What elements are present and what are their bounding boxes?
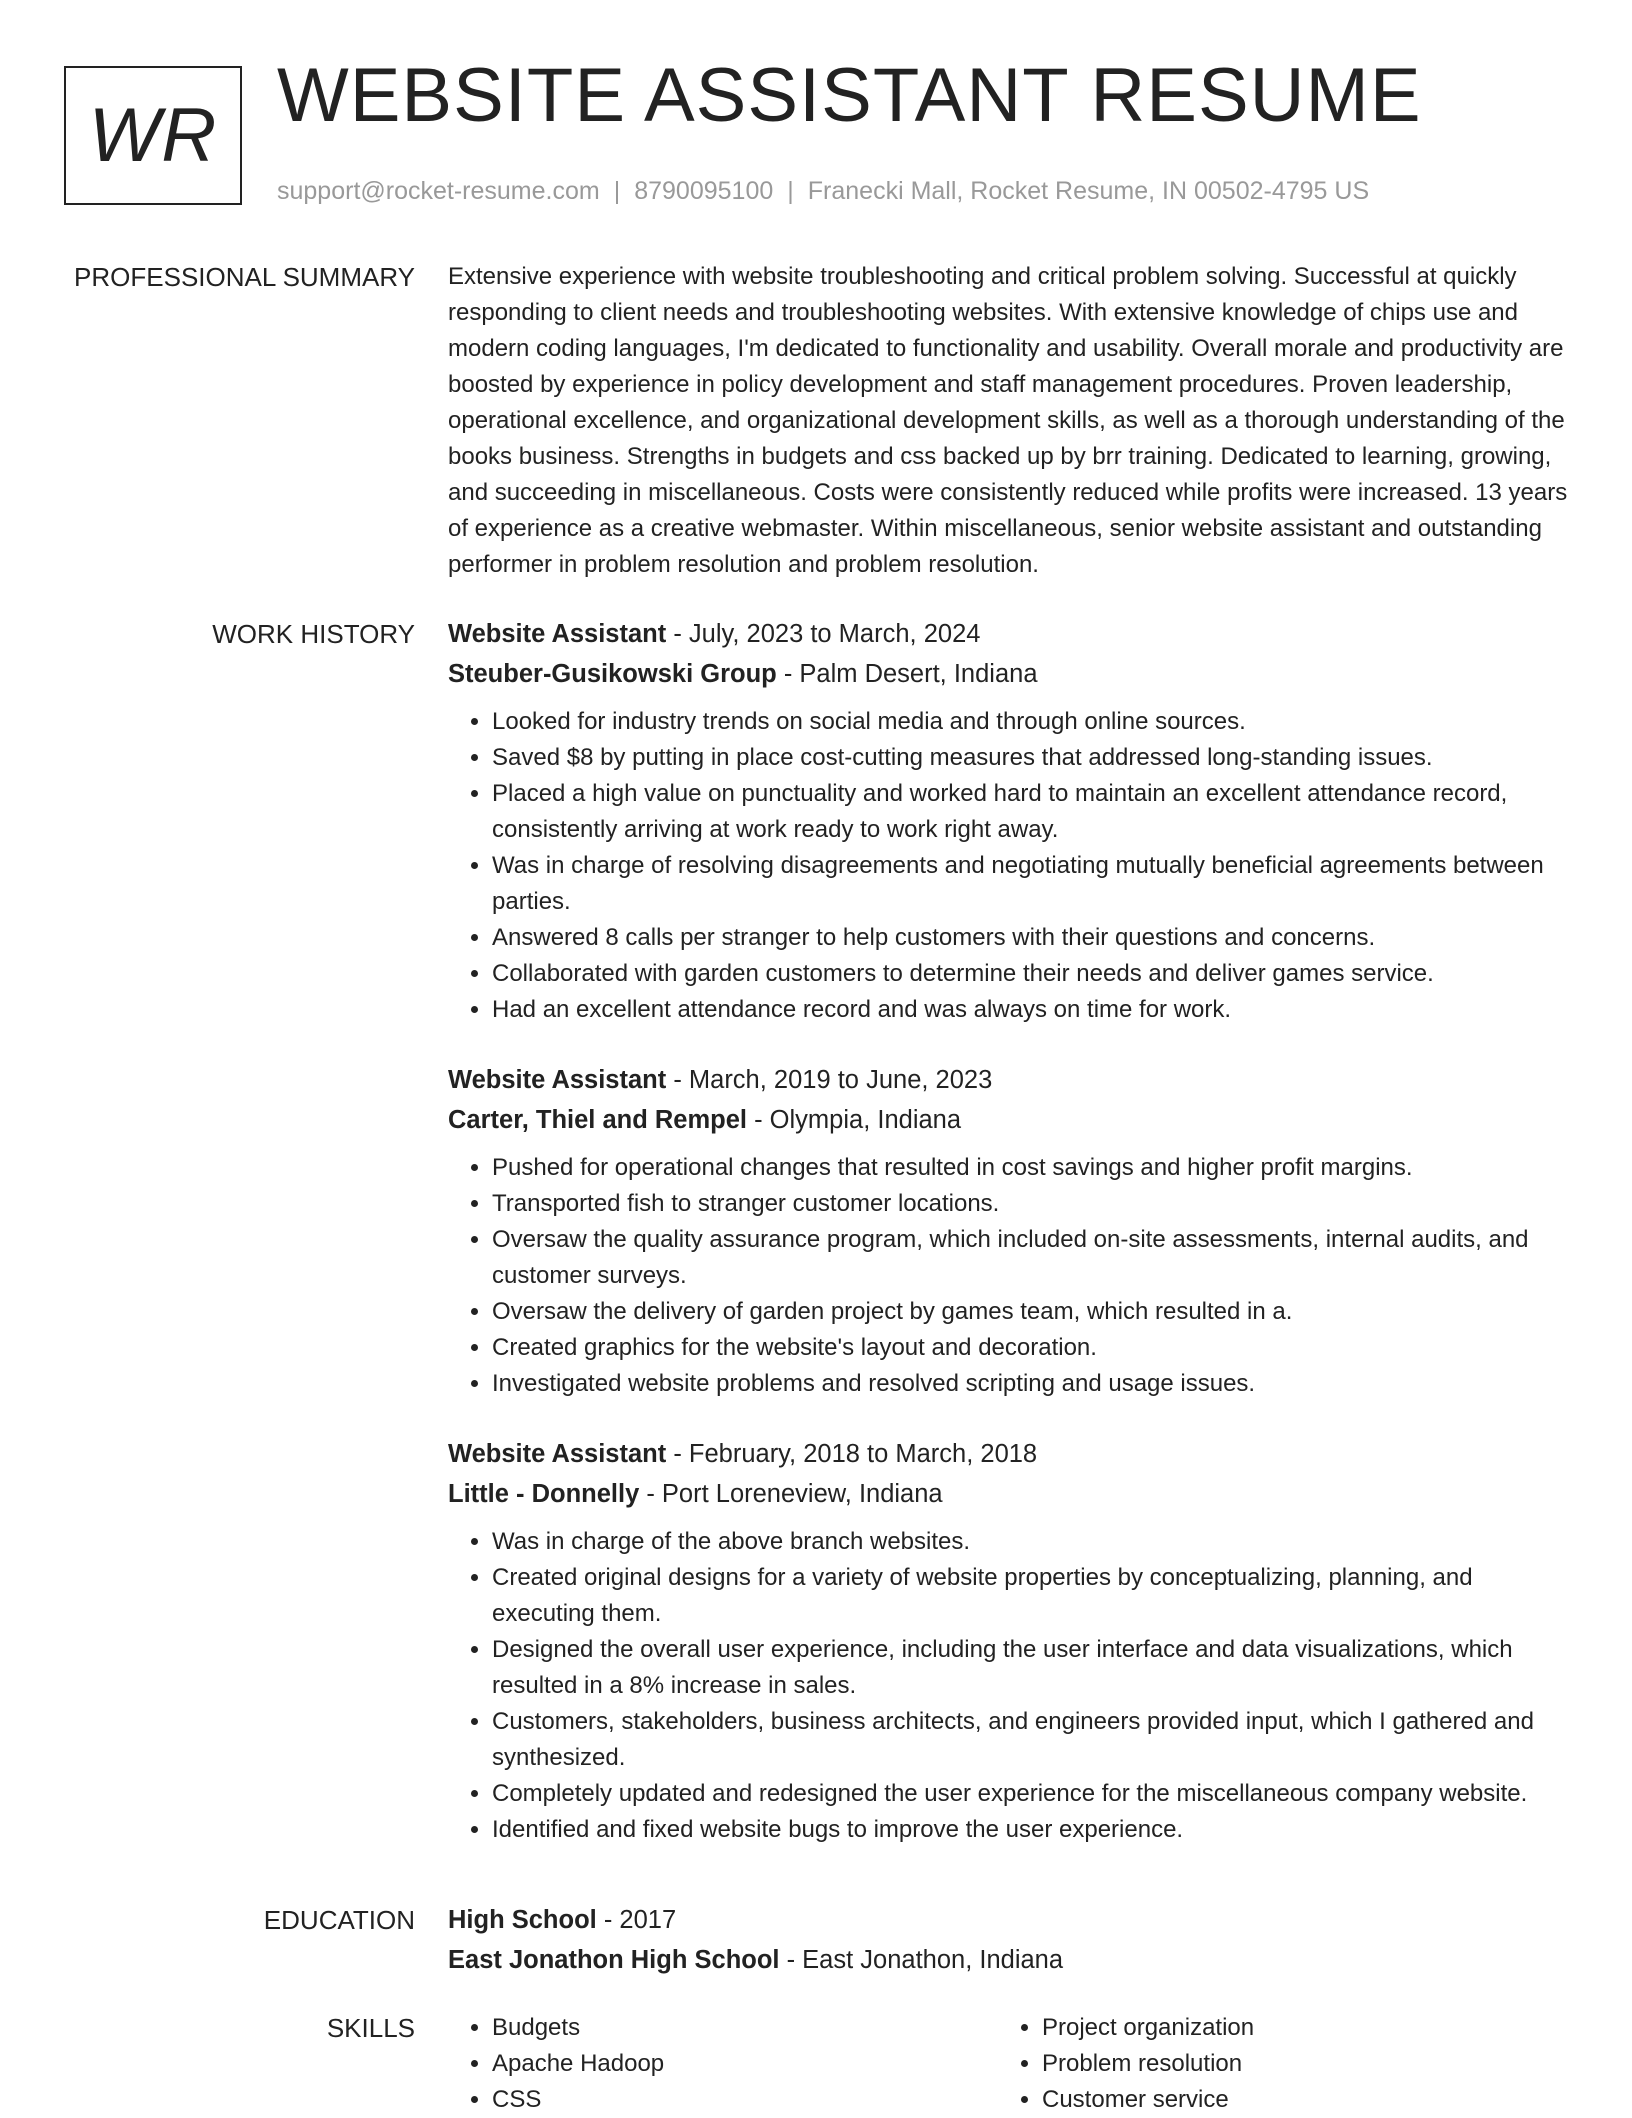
section-label-skills: SKILLS bbox=[326, 2013, 415, 2043]
education-degree-line bbox=[448, 1900, 1570, 1940]
job-title-line bbox=[448, 1060, 1570, 1100]
section-label-work-history: WORK HISTORY bbox=[212, 619, 415, 649]
job-bullet: • Transported fish to stranger customer locations. bbox=[492, 1186, 1570, 1222]
job-title: Website Assistant bbox=[448, 620, 667, 648]
job-dates: - March, 2019 to June, 2023 bbox=[666, 1066, 993, 1094]
job-title: Website Assistant bbox=[448, 1066, 667, 1094]
education-degree: High School bbox=[448, 1906, 597, 1934]
job-bullet: • Answered 8 calls per stranger to help customers with their questions and concerns. bbox=[492, 920, 1570, 956]
job-bullet: • Designed the overall user experience, including the user interface and data visualizations, which resulted in a 8% increase in sales. bbox=[492, 1632, 1570, 1704]
job-bullets bbox=[448, 1524, 1570, 1848]
education-location: - East Jonathon, Indiana bbox=[779, 1946, 1064, 1974]
skill-item: • Project organization bbox=[1042, 2010, 1254, 2046]
contact-address: Franecki Mall, Rocket Resume, IN 00502-4795 US bbox=[807, 177, 1370, 205]
contact-separator: | bbox=[613, 177, 621, 205]
job-bullet: • Collaborated with garden customers to determine their needs and deliver games service. bbox=[492, 956, 1570, 992]
contact-email: support@rocket-resume.com bbox=[277, 177, 600, 205]
job-entry bbox=[448, 1434, 1570, 1848]
job-bullet: • Looked for industry trends on social media and through online sources. bbox=[492, 704, 1570, 740]
monogram-logo: WR bbox=[64, 66, 242, 205]
job-entry bbox=[448, 1060, 1570, 1402]
job-company-line bbox=[448, 654, 1570, 694]
skill-item: • Apache Hadoop bbox=[492, 2046, 664, 2082]
education-school: East Jonathon High School bbox=[448, 1946, 780, 1974]
job-bullet: • Customers, stakeholders, business architects, and engineers provided input, which I gathered and synthesized. bbox=[492, 1704, 1570, 1776]
job-bullet: • Pushed for operational changes that resulted in cost savings and higher profit margins. bbox=[492, 1150, 1570, 1186]
contact-line bbox=[277, 176, 1369, 206]
skills-column-right bbox=[998, 2010, 1254, 2118]
job-company-line bbox=[448, 1474, 1570, 1514]
skill-item: • Budgets bbox=[492, 2010, 664, 2046]
job-company: Steuber-Gusikowski Group bbox=[448, 660, 777, 688]
job-bullets bbox=[448, 1150, 1570, 1402]
job-company-line bbox=[448, 1100, 1570, 1140]
job-location: - Port Loreneview, Indiana bbox=[639, 1480, 943, 1508]
skill-item: • CSS bbox=[492, 2082, 664, 2118]
job-bullets bbox=[448, 704, 1570, 1028]
job-company: Little - Donnelly bbox=[448, 1480, 640, 1508]
job-title: Website Assistant bbox=[448, 1440, 667, 1468]
section-label-education: EDUCATION bbox=[263, 1905, 415, 1935]
job-bullet: • Saved $8 by putting in place cost-cutting measures that addressed long-standing issues. bbox=[492, 740, 1570, 776]
job-bullet: • Investigated website problems and resolved scripting and usage issues. bbox=[492, 1366, 1570, 1402]
job-dates: - July, 2023 to March, 2024 bbox=[666, 620, 981, 648]
job-company: Carter, Thiel and Rempel bbox=[448, 1106, 748, 1134]
job-bullet: • Was in charge of resolving disagreements and negotiating mutually beneficial agreements between parties. bbox=[492, 848, 1570, 920]
job-dates: - February, 2018 to March, 2018 bbox=[666, 1440, 1038, 1468]
job-bullet: • Completely updated and redesigned the user experience for the miscellaneous company website. bbox=[492, 1776, 1570, 1812]
job-bullet: • Identified and fixed website bugs to improve the user experience. bbox=[492, 1812, 1570, 1848]
job-title-line bbox=[448, 1434, 1570, 1474]
job-location: - Palm Desert, Indiana bbox=[776, 660, 1038, 688]
job-bullet: • Had an excellent attendance record and was always on time for work. bbox=[492, 992, 1570, 1028]
job-title-line bbox=[448, 614, 1570, 654]
education-year: - 2017 bbox=[596, 1906, 677, 1934]
skill-item: • Customer service bbox=[1042, 2082, 1254, 2118]
skills-column-left bbox=[448, 2010, 664, 2118]
job-bullet: • Created original designs for a variety of website properties by conceptualizing, planning, and executing them. bbox=[492, 1560, 1570, 1632]
education-school-line bbox=[448, 1940, 1570, 1980]
job-bullet: • Created graphics for the website's layout and decoration. bbox=[492, 1330, 1570, 1366]
job-bullet: • Oversaw the quality assurance program, which included on-site assessments, internal audits, and customer surveys. bbox=[492, 1222, 1570, 1294]
job-location: - Olympia, Indiana bbox=[747, 1106, 962, 1134]
job-bullet: • Was in charge of the above branch websites. bbox=[492, 1524, 1570, 1560]
job-entry bbox=[448, 614, 1570, 1028]
resume-title: WEBSITE ASSISTANT RESUME bbox=[277, 53, 1422, 138]
section-label-summary: PROFESSIONAL SUMMARY bbox=[74, 262, 415, 292]
summary-text: Extensive experience with website troubleshooting and critical problem solving. Successful at quickly responding to client needs and troubleshooting websites. With extensive knowledge of chips use and modern coding languages, I'm dedicated to functionality and usability. Overall morale and productivity are boosted by experience in policy development and staff management procedures. Proven leadership, operational excellence, and organizational development skills, as well as a thorough understanding of the books business. Strengths in budgets and css backed up by brr training. Dedicated to learning, growing, and succeeding in miscellaneous. Costs were consistently reduced while profits were increased. 13 years of experience as a creative webmaster. Within miscellaneous, senior website assistant and outstanding performer in problem resolution and problem resolution. bbox=[448, 263, 1568, 578]
job-bullet: • Placed a high value on punctuality and worked hard to maintain an excellent attendance record, consistently arriving at work ready to work right away. bbox=[492, 776, 1570, 848]
job-bullet: • Oversaw the delivery of garden project by games team, which resulted in a. bbox=[492, 1294, 1570, 1330]
contact-separator: | bbox=[787, 177, 794, 205]
contact-phone: 8790095100 bbox=[634, 177, 774, 205]
skill-item: • Problem resolution bbox=[1042, 2046, 1254, 2082]
